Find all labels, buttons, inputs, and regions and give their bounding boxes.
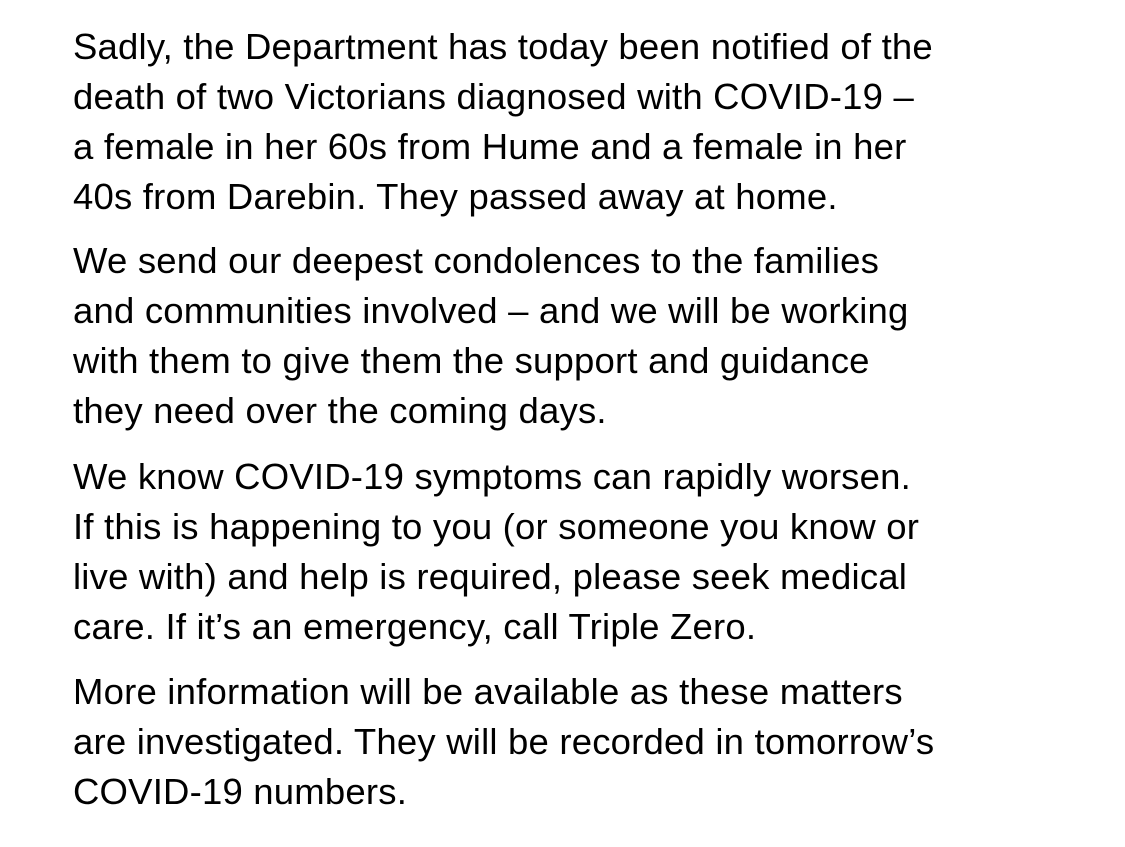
text-line: live with) and help is required, please seek medical [73,556,908,597]
text-line: If this is happening to you (or someone you know or [73,506,920,547]
text-line: We know COVID-19 symptoms can rapidly worsen. [73,456,911,497]
text-line: death of two Victorians diagnosed with COVID-19 – [73,76,914,117]
paragraph-medical-advice [73,452,1103,652]
text-line: and communities involved – and we will be working [73,290,909,331]
text-line: a female in her 60s from Hume and a female in her [73,126,907,167]
text-line: care. If it’s an emergency, call Triple Zero. [73,606,757,647]
text-line: Sadly, the Department has today been notified of the [73,26,933,67]
text-line: 40s from Darebin. They passed away at home. [73,176,838,217]
paragraph-deaths-notice [73,22,1103,222]
text-line: More information will be available as these matters [73,671,903,712]
paragraph-more-information [73,667,1103,817]
text-line: are investigated. They will be recorded in tomorrow’s [73,721,935,762]
text-line: with them to give them the support and guidance [73,340,870,381]
text-line: We send our deepest condolences to the families [73,240,880,281]
text-line: they need over the coming days. [73,390,607,431]
text-line: COVID-19 numbers. [73,771,408,812]
paragraph-condolences [73,236,1103,436]
